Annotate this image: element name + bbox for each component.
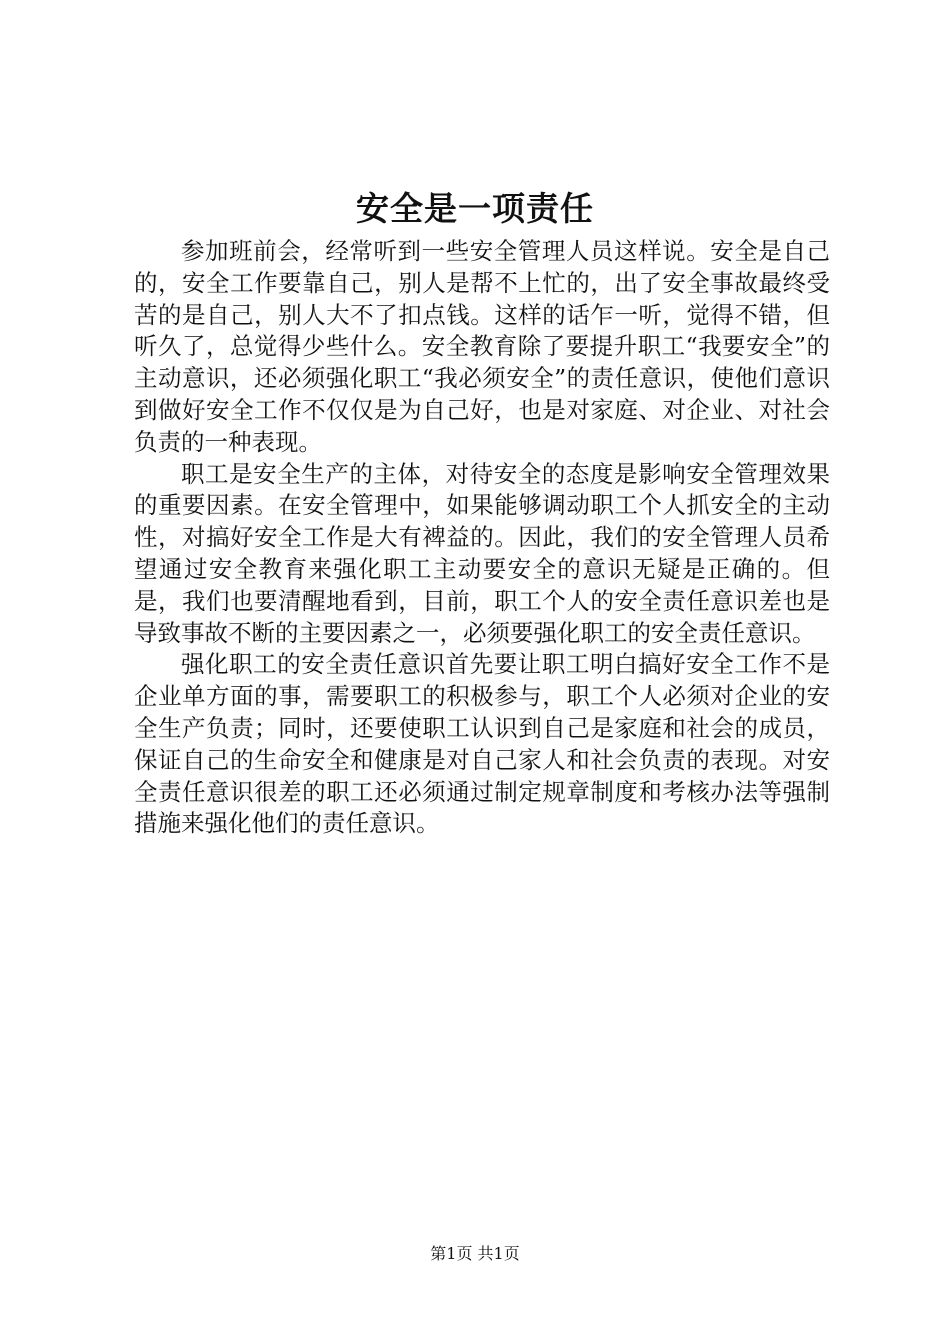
document-title: 安全是一项责任 bbox=[356, 189, 594, 228]
document-body bbox=[134, 236, 830, 840]
paragraph-2: 职工是安全生产的主体，对待安全的态度是影响安全管理效果的重要因素。在安全管理中，如果能够调动职工个人抓安全的主动性，对搞好安全工作是大有裨益的。因此，我们的安全管理人员希望通过安全教育来强化职工主动要安全的意识无疑是正确的。但是，我们也要清醒地看到，目前，职工个人的安全责任意识差也是导致事故不断的主要因素之一，必须要强化职工的安全责任意识。 bbox=[134, 459, 830, 647]
paragraph-3: 强化职工的安全责任意识首先要让职工明白搞好安全工作不是企业单方面的事，需要职工的积极参与，职工个人必须对企业的安全生产负责；同时，还要使职工认识到自己是家庭和社会的成员，保证自己的生命安全和健康是对自己家人和社会负责的表现。对安全责任意识很差的职工还必须通过制定规章制度和考核办法等强制措施来强化他们的责任意识。 bbox=[134, 650, 830, 838]
page-number-footer: 第1页 共1页 bbox=[430, 1244, 520, 1263]
paragraph-1: 参加班前会，经常听到一些安全管理人员这样说。安全是自己的，安全工作要靠自己，别人是帮不上忙的，出了安全事故最终受苦的是自己，别人大不了扣点钱。这样的话乍一听，觉得不错，但听久了，总觉得少些什么。安全教育除了要提升职工“我要安全”的主动意识，还必须强化职工“我必须安全”的责任意识，使他们意识到做好安全工作不仅仅是为自己好，也是对家庭、对企业、对社会负责的一种表现。 bbox=[134, 237, 830, 456]
